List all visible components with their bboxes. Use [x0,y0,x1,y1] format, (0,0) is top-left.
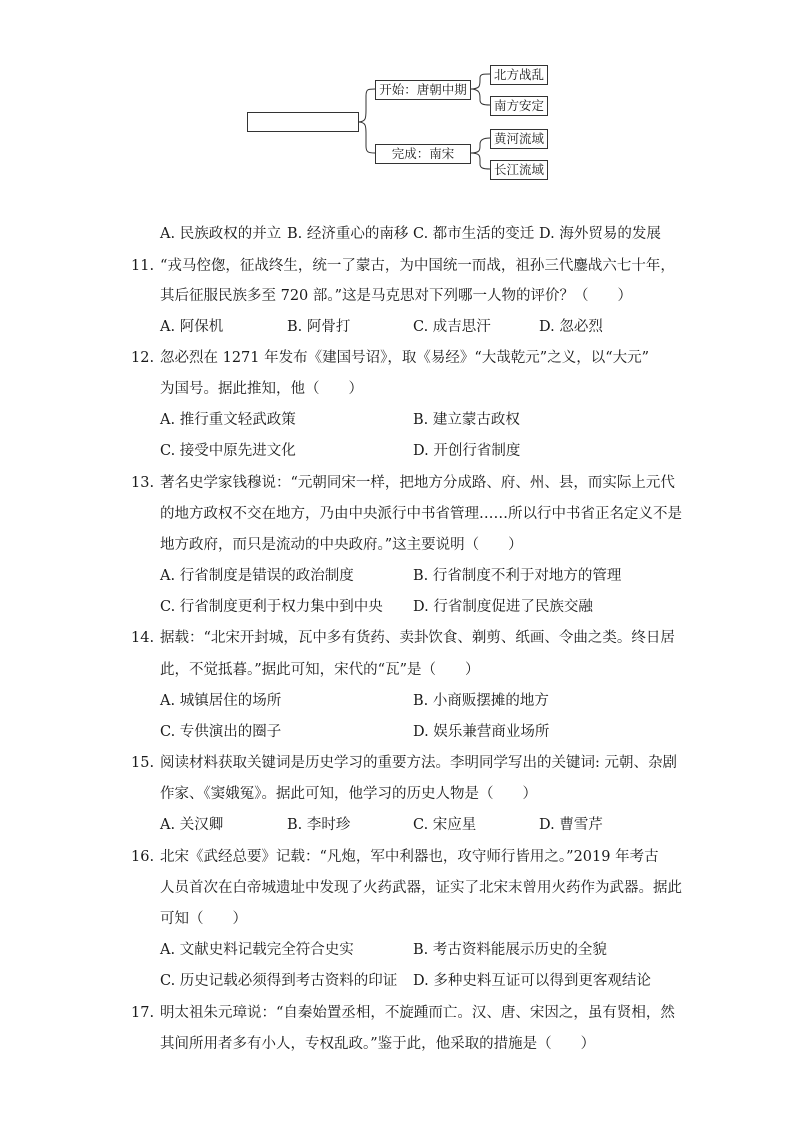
q12-number: 12. [131,350,155,366]
complete-box: 完成：南宋 [375,144,471,164]
concept-diagram [240,56,560,186]
q12-option-b[interactable]: B. 建立蒙古政权 [413,412,520,428]
q17-stem-line-2: 其间所用者多有小人，专权乱政。”鉴于此，他采取的措施是（ ） [160,1036,596,1052]
q12-stem-line-2: 为国号。据此推知，他（ ） [160,381,363,397]
q13-option-c[interactable]: C. 行省制度更利于权力集中到中央 [160,599,383,615]
yangtze-box: 长江流域 [490,160,548,180]
q12-stem-line-1: 忽必烈在 1271 年发布《建国号诏》，取《易经》“大哉乾元”之义，以“大元” [160,350,650,366]
q10-option-d[interactable]: D. 海外贸易的发展 [539,226,661,242]
q16-stem-line-3: 可知（ ） [160,911,247,927]
q16-stem-line-1: 北宋《武经总要》记载：“凡炮，军中利器也，攻守师行皆用之。”2019 年考古 [160,849,659,865]
start-box: 开始：唐朝中期 [375,80,471,100]
q15-option-a[interactable]: A. 关汉卿 [160,817,224,833]
q14-option-a[interactable]: A. 城镇居住的场所 [160,693,282,709]
q11-number: 11. [131,258,155,274]
q11-option-b[interactable]: B. 阿骨打 [287,319,351,335]
q14-option-c[interactable]: C. 专供演出的圈子 [160,724,282,740]
q10-option-a[interactable]: A. 民族政权的并立 [160,226,282,242]
q17-number: 17. [131,1005,155,1021]
q11-option-a[interactable]: A. 阿保机 [160,319,224,335]
q13-number: 13. [131,475,155,491]
q15-number: 15. [131,755,155,771]
q15-stem-line-1: 阅读材料获取关键词是历史学习的重要方法。李明同学写出的关键词: 元朝、杂剧 [160,755,677,771]
q14-option-d[interactable]: D. 娱乐兼营商业场所 [413,724,550,740]
q14-stem-line-1: 据载：“北宋开封城，瓦中多有货药、卖卦饮食、剃剪、纸画、令曲之类。终日居 [160,630,675,646]
q12-option-c[interactable]: C. 接受中原先进文化 [160,443,296,459]
q11-option-d[interactable]: D. 忽必烈 [539,319,603,335]
q16-stem-line-2: 人员首次在白帝城遗址中发现了火药武器，证实了北宋末曾用火药作为武器。据此 [160,880,682,896]
q14-number: 14. [131,630,155,646]
q13-option-b[interactable]: B. 行省制度不利于对地方的管理 [413,568,622,584]
q13-stem-line-3: 地方政府，而只是流动的中央政府。”这主要说明（ ） [160,537,523,553]
q14-option-b[interactable]: B. 小商贩摆摊的地方 [413,693,549,709]
q11-stem-line-1: “戎马倥偬，征战终生，统一了蒙古，为中国统一而战，祖孙三代鏖战六七十年， [160,258,675,274]
yellow-river-box: 黄河流域 [490,129,548,149]
q16-option-a[interactable]: A. 文献史料记载完全符合史实 [160,942,354,958]
q15-option-b[interactable]: B. 李时珍 [287,817,351,833]
q10-option-b[interactable]: B. 经济重心的南移 [287,226,409,242]
q16-option-b[interactable]: B. 考古资料能展示历史的全貌 [413,942,607,958]
q16-option-c[interactable]: C. 历史记载必须得到考古资料的印证 [160,973,398,989]
q11-stem-line-2: 其后征服民族多至 720 部。”这是马克思对下列哪一人物的评价？（ ） [160,288,633,304]
q15-stem-line-2: 作家、《窦娥冤》。据此可知，他学习的历史人物是（ ） [160,786,537,802]
q13-stem-line-2: 的地方政权不交在地方，乃由中央派行中书省管理……所以行中书省正名定义不是 [160,506,682,522]
q13-stem-line-1: 著名史学家钱穆说：“元朝同宋一样，把地方分成路、府、州、县，而实际上元代 [160,475,675,491]
q13-option-a[interactable]: A. 行省制度是错误的政治制度 [160,568,354,584]
q16-option-d[interactable]: D. 多种史料互证可以得到更客观结论 [413,973,651,989]
q10-option-c[interactable]: C. 都市生活的变迁 [413,226,535,242]
q14-stem-line-2: 此，不觉抵暮。”据此可知，宋代的“瓦”是（ ） [160,662,480,678]
q15-option-d[interactable]: D. 曹雪芹 [539,817,603,833]
q15-option-c[interactable]: C. 宋应星 [413,817,477,833]
q13-option-d[interactable]: D. 行省制度促进了民族交融 [413,599,593,615]
q16-number: 16. [131,849,155,865]
q12-option-d[interactable]: D. 开创行省制度 [413,443,521,459]
q12-option-a[interactable]: A. 推行重文轻武政策 [160,412,296,428]
empty-answer-box [247,112,359,132]
q17-stem-line-1: 明太祖朱元璋说：“自秦始置丞相，不旋踵而亡。汉、唐、宋因之，虽有贤相，然 [160,1005,675,1021]
south-box: 南方安定 [490,96,548,116]
q11-option-c[interactable]: C. 成吉思汗 [413,319,491,335]
north-box: 北方战乱 [490,65,548,85]
